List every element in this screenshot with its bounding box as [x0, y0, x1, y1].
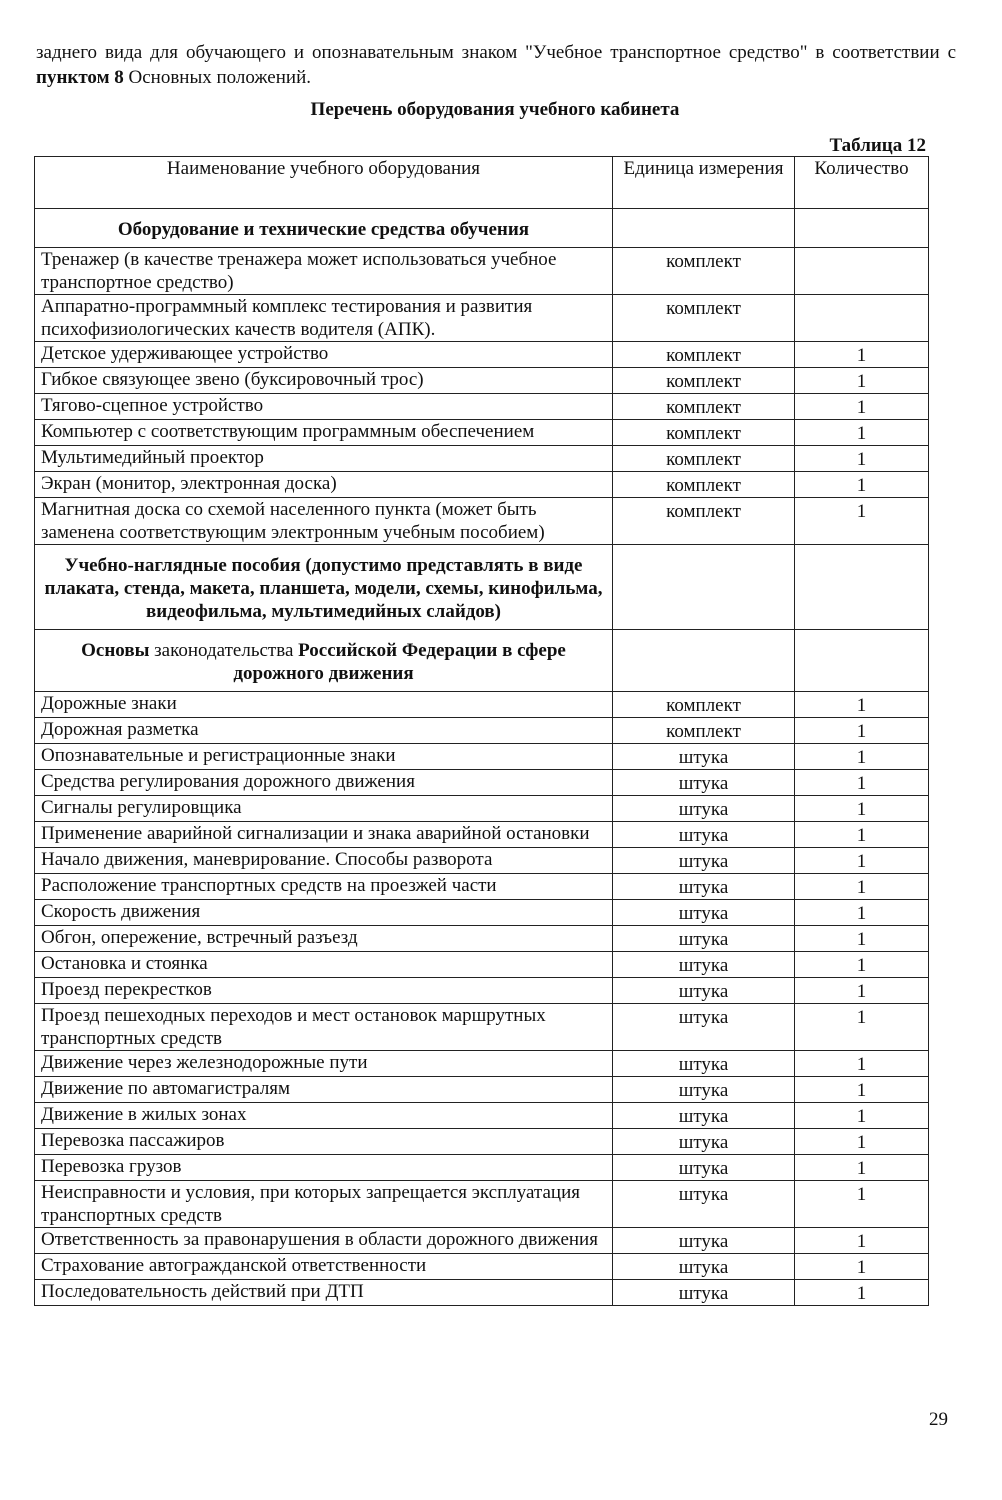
table-row [35, 1004, 929, 1051]
section-title [35, 630, 613, 692]
intro-text-2: Основных положений. [123, 67, 311, 88]
unit-cell: штука [613, 796, 795, 822]
table-row [35, 1254, 929, 1280]
name-cell: Проезд пешеходных переходов и мест остановок маршрутных транспортных средств [35, 1004, 613, 1051]
intro-text-1: заднего вида для обучающего и опознавательным знаком "Учебное транспортное средство" в соответствии с [36, 42, 956, 63]
unit-cell: комплект [613, 394, 795, 420]
unit-cell: штука [613, 1004, 795, 1051]
unit-cell: штука [613, 1077, 795, 1103]
unit-cell: комплект [613, 472, 795, 498]
equipment-table [34, 156, 929, 1306]
table-row [35, 1181, 929, 1228]
qty-cell: 1 [795, 770, 929, 796]
name-cell: Перевозка грузов [35, 1155, 613, 1181]
table-row [35, 1228, 929, 1254]
name-cell: Ответственность за правонарушения в области дорожного движения [35, 1228, 613, 1254]
unit-cell: комплект [613, 718, 795, 744]
unit-cell: штука [613, 874, 795, 900]
name-cell: Проезд перекрестков [35, 978, 613, 1004]
qty-cell: 1 [795, 900, 929, 926]
qty-cell: 1 [795, 952, 929, 978]
unit-cell: комплект [613, 420, 795, 446]
table-row [35, 1155, 929, 1181]
table-row [35, 472, 929, 498]
name-cell: Применение аварийной сигнализации и знака аварийной остановки [35, 822, 613, 848]
name-cell: Средства регулирования дорожного движения [35, 770, 613, 796]
qty-cell: 1 [795, 978, 929, 1004]
table-row [35, 342, 929, 368]
unit-cell: штука [613, 1254, 795, 1280]
table-header-row [35, 157, 929, 209]
table-row [35, 718, 929, 744]
name-cell: Остановка и стоянка [35, 952, 613, 978]
section-title: Оборудование и технические средства обучения [35, 209, 613, 248]
qty-cell: 1 [795, 1077, 929, 1103]
name-cell: Компьютер с соответствующим программным обеспечением [35, 420, 613, 446]
table-row [35, 926, 929, 952]
name-cell: Сигналы регулировщика [35, 796, 613, 822]
unit-cell: комплект [613, 248, 795, 295]
qty-cell: 1 [795, 822, 929, 848]
name-cell: Страхование автогражданской ответственности [35, 1254, 613, 1280]
qty-cell: 1 [795, 1254, 929, 1280]
column-header-unit: Единица измерения [613, 157, 795, 209]
unit-cell: штука [613, 1051, 795, 1077]
section-title-part: Российской Федерации в сфере дорожного движения [233, 640, 566, 684]
unit-cell: штука [613, 900, 795, 926]
section-row [35, 209, 929, 248]
name-cell: Начало движения, маневрирование. Способы разворота [35, 848, 613, 874]
unit-cell: комплект [613, 295, 795, 342]
unit-cell: комплект [613, 498, 795, 545]
qty-cell: 1 [795, 342, 929, 368]
name-cell: Опознавательные и регистрационные знаки [35, 744, 613, 770]
section-unit-cell [613, 209, 795, 248]
name-cell: Аппаратно-программный комплекс тестирования и развития психофизиологических качеств водителя (АПК). [35, 295, 613, 342]
name-cell: Тягово-сцепное устройство [35, 394, 613, 420]
name-cell: Магнитная доска со схемой населенного пункта (может быть заменена соответствующим электронным учебным пособием) [35, 498, 613, 545]
qty-cell: 1 [795, 1181, 929, 1228]
unit-cell: штука [613, 926, 795, 952]
name-cell: Тренажер (в качестве тренажера может использоваться учебное транспортное средство) [35, 248, 613, 295]
table-row [35, 822, 929, 848]
qty-cell: 1 [795, 1155, 929, 1181]
section-qty-cell [795, 630, 929, 692]
table-row [35, 1280, 929, 1306]
name-cell: Движение через железнодорожные пути [35, 1051, 613, 1077]
qty-cell [795, 248, 929, 295]
section-title-part: законодательства [149, 640, 299, 661]
table-row [35, 420, 929, 446]
name-cell: Обгон, опережение, встречный разъезд [35, 926, 613, 952]
unit-cell: штука [613, 952, 795, 978]
unit-cell: штука [613, 1181, 795, 1228]
table-row [35, 692, 929, 718]
unit-cell: штука [613, 744, 795, 770]
unit-cell: штука [613, 1228, 795, 1254]
qty-cell: 1 [795, 394, 929, 420]
table-row [35, 1103, 929, 1129]
name-cell: Расположение транспортных средств на проезжей части [35, 874, 613, 900]
qty-cell: 1 [795, 744, 929, 770]
section-row [35, 630, 929, 692]
intro-text-bold: пунктом 8 [36, 67, 124, 88]
table-row [35, 446, 929, 472]
name-cell: Дорожная разметка [35, 718, 613, 744]
table-row [35, 770, 929, 796]
unit-cell: штука [613, 978, 795, 1004]
unit-cell: штука [613, 848, 795, 874]
section-qty-cell [795, 209, 929, 248]
qty-cell: 1 [795, 1004, 929, 1051]
unit-cell: комплект [613, 368, 795, 394]
name-cell: Движение в жилых зонах [35, 1103, 613, 1129]
page-number: 29 [929, 1409, 948, 1430]
name-cell: Последовательность действий при ДТП [35, 1280, 613, 1306]
qty-cell: 1 [795, 1280, 929, 1306]
qty-cell: 1 [795, 1051, 929, 1077]
table-row [35, 900, 929, 926]
table-caption: Таблица 12 [829, 135, 926, 156]
section-row [35, 545, 929, 630]
table-row [35, 1129, 929, 1155]
qty-cell: 1 [795, 848, 929, 874]
table-row [35, 1051, 929, 1077]
unit-cell: штука [613, 1155, 795, 1181]
table-row [35, 248, 929, 295]
table-row [35, 394, 929, 420]
section-title: Учебно-наглядные пособия (допустимо представлять в виде плаката, стенда, макета, планшета, модели, схемы, кинофильма, видеофильма, мультимедийных слайдов) [35, 545, 613, 630]
qty-cell: 1 [795, 796, 929, 822]
section-unit-cell [613, 630, 795, 692]
qty-cell: 1 [795, 368, 929, 394]
qty-cell [795, 295, 929, 342]
column-header-qty: Количество [795, 157, 929, 209]
unit-cell: комплект [613, 446, 795, 472]
table-row [35, 1077, 929, 1103]
unit-cell: комплект [613, 342, 795, 368]
unit-cell: штука [613, 770, 795, 796]
qty-cell: 1 [795, 718, 929, 744]
table-row [35, 978, 929, 1004]
table-row [35, 874, 929, 900]
name-cell: Экран (монитор, электронная доска) [35, 472, 613, 498]
qty-cell: 1 [795, 1129, 929, 1155]
qty-cell: 1 [795, 498, 929, 545]
table-row [35, 295, 929, 342]
qty-cell: 1 [795, 1103, 929, 1129]
name-cell: Неисправности и условия, при которых запрещается эксплуатация транспортных средств [35, 1181, 613, 1228]
name-cell: Движение по автомагистралям [35, 1077, 613, 1103]
section-title-part: Основы [81, 640, 150, 661]
table-row [35, 952, 929, 978]
unit-cell: штука [613, 1103, 795, 1129]
table-row [35, 848, 929, 874]
intro-paragraph [36, 40, 956, 90]
table-row [35, 744, 929, 770]
name-cell: Перевозка пассажиров [35, 1129, 613, 1155]
name-cell: Дорожные знаки [35, 692, 613, 718]
qty-cell: 1 [795, 692, 929, 718]
qty-cell: 1 [795, 874, 929, 900]
column-header-name: Наименование учебного оборудования [35, 157, 613, 209]
name-cell: Мультимедийный проектор [35, 446, 613, 472]
name-cell: Скорость движения [35, 900, 613, 926]
section-unit-cell [613, 545, 795, 630]
unit-cell: комплект [613, 692, 795, 718]
unit-cell: штука [613, 822, 795, 848]
qty-cell: 1 [795, 446, 929, 472]
table-row [35, 796, 929, 822]
table-row [35, 498, 929, 545]
document-title: Перечень оборудования учебного кабинета [310, 99, 680, 120]
qty-cell: 1 [795, 420, 929, 446]
name-cell: Детское удерживающее устройство [35, 342, 613, 368]
unit-cell: штука [613, 1129, 795, 1155]
name-cell: Гибкое связующее звено (буксировочный трос) [35, 368, 613, 394]
unit-cell: штука [613, 1280, 795, 1306]
qty-cell: 1 [795, 926, 929, 952]
qty-cell: 1 [795, 472, 929, 498]
qty-cell: 1 [795, 1228, 929, 1254]
table-row [35, 368, 929, 394]
section-qty-cell [795, 545, 929, 630]
